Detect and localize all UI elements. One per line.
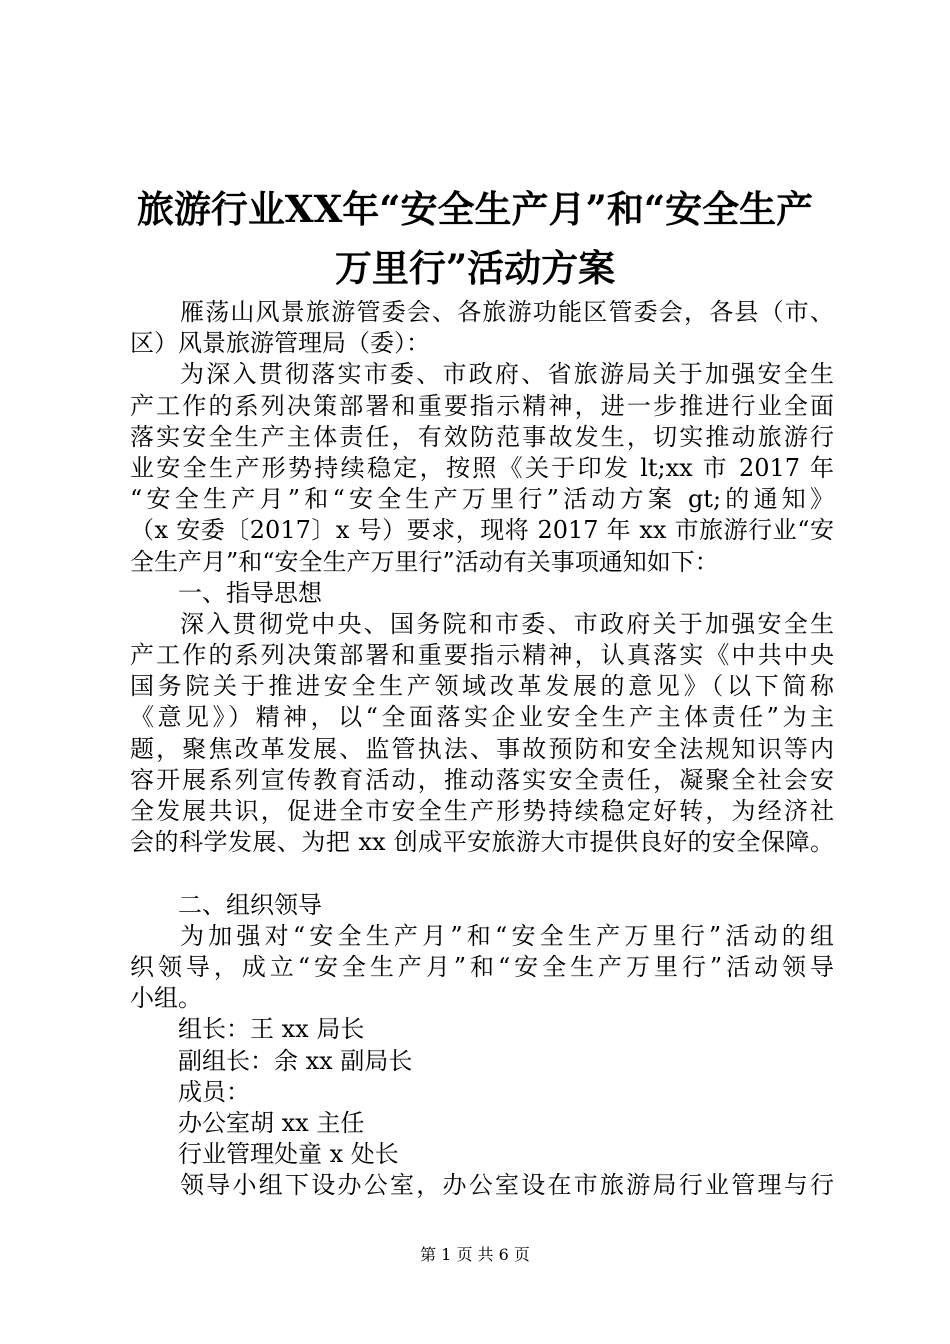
section-heading: 一、指导思想	[178, 578, 322, 607]
document-title-line-2: 万里行”活动方案	[334, 246, 616, 290]
page-footer: 第 1 页 共 6 页	[420, 1245, 530, 1264]
document-body	[130, 297, 834, 1201]
paragraph-line: 业安全生产形势持续稳定，按照《关于印发 lt;xx 市 2017 年	[130, 453, 834, 482]
paragraph-line: 国务院关于推进安全生产领域改革发展的意见》（以下简称	[130, 672, 834, 701]
paragraph-line: 题，聚焦改革发展、监管执法、事故预防和安全法规知识等内	[130, 734, 834, 763]
paragraph-line: 产工作的系列决策部署和重要指示精神，进一步推进行业全面	[130, 391, 834, 420]
document-title-line-1: 旅游行业XX年“安全生产月”和“安全生产	[136, 187, 814, 231]
paragraph-line: 产工作的系列决策部署和重要指示精神，认真落实《中共中央	[130, 641, 834, 670]
paragraph-line: 成员：	[178, 1077, 250, 1106]
paragraph-line: “安全生产月”和“安全生产万里行”活动方案 gt;的通知》	[130, 485, 834, 514]
paragraph-line: 小组。	[130, 984, 202, 1013]
paragraph-gap	[130, 858, 834, 889]
paragraph-line: 织领导，成立“安全生产月”和“安全生产万里行”活动领导	[130, 952, 834, 981]
paragraph-line: 容开展系列宣传教育活动，推动落实安全责任，凝聚全社会安	[130, 765, 834, 794]
paragraph-line: 区）风景旅游管理局（委）：	[130, 329, 430, 358]
paragraph-line: 会的科学发展、为把 xx 创成平安旅游大市提供良好的安全保障。	[130, 828, 834, 857]
paragraph-line: 为加强对“安全生产月”和“安全生产万里行”活动的组	[180, 921, 834, 950]
paragraph-line: 全生产月”和“安全生产万里行”活动有关事项通知如下：	[130, 547, 719, 576]
section-heading: 二、组织领导	[178, 890, 322, 919]
paragraph-line: 组长：王 xx 局长	[178, 1015, 365, 1044]
paragraph-line: 全发展共识，促进全市安全生产形势持续稳定好转，为经济社	[130, 797, 834, 825]
paragraph-line: 深入贯彻党中央、国务院和市委、市政府关于加强安全生	[180, 609, 834, 638]
paragraph-line: 雁荡山风景旅游管委会、各旅游功能区管委会，各县（市、	[180, 298, 834, 326]
paragraph-line: （x 安委〔2017〕x 号）要求，现将 2017 年 xx 市旅游行业“安	[130, 516, 834, 545]
paragraph-line: 行业管理处童 x 处长	[178, 1140, 399, 1169]
paragraph-line: 为深入贯彻落实市委、市政府、省旅游局关于加强安全生	[180, 360, 834, 389]
paragraph-line: 领导小组下设办公室，办公室设在市旅游局行业管理与行	[180, 1171, 834, 1200]
paragraph-line: 办公室胡 xx 主任	[178, 1108, 365, 1137]
paragraph-line: 《意见》）精神，以“全面落实企业安全生产主体责任”为主	[130, 703, 834, 732]
paragraph-line: 副组长：余 xx 副局长	[178, 1046, 413, 1075]
paragraph-line: 落实安全生产主体责任，有效防范事故发生，切实推动旅游行	[130, 422, 834, 451]
